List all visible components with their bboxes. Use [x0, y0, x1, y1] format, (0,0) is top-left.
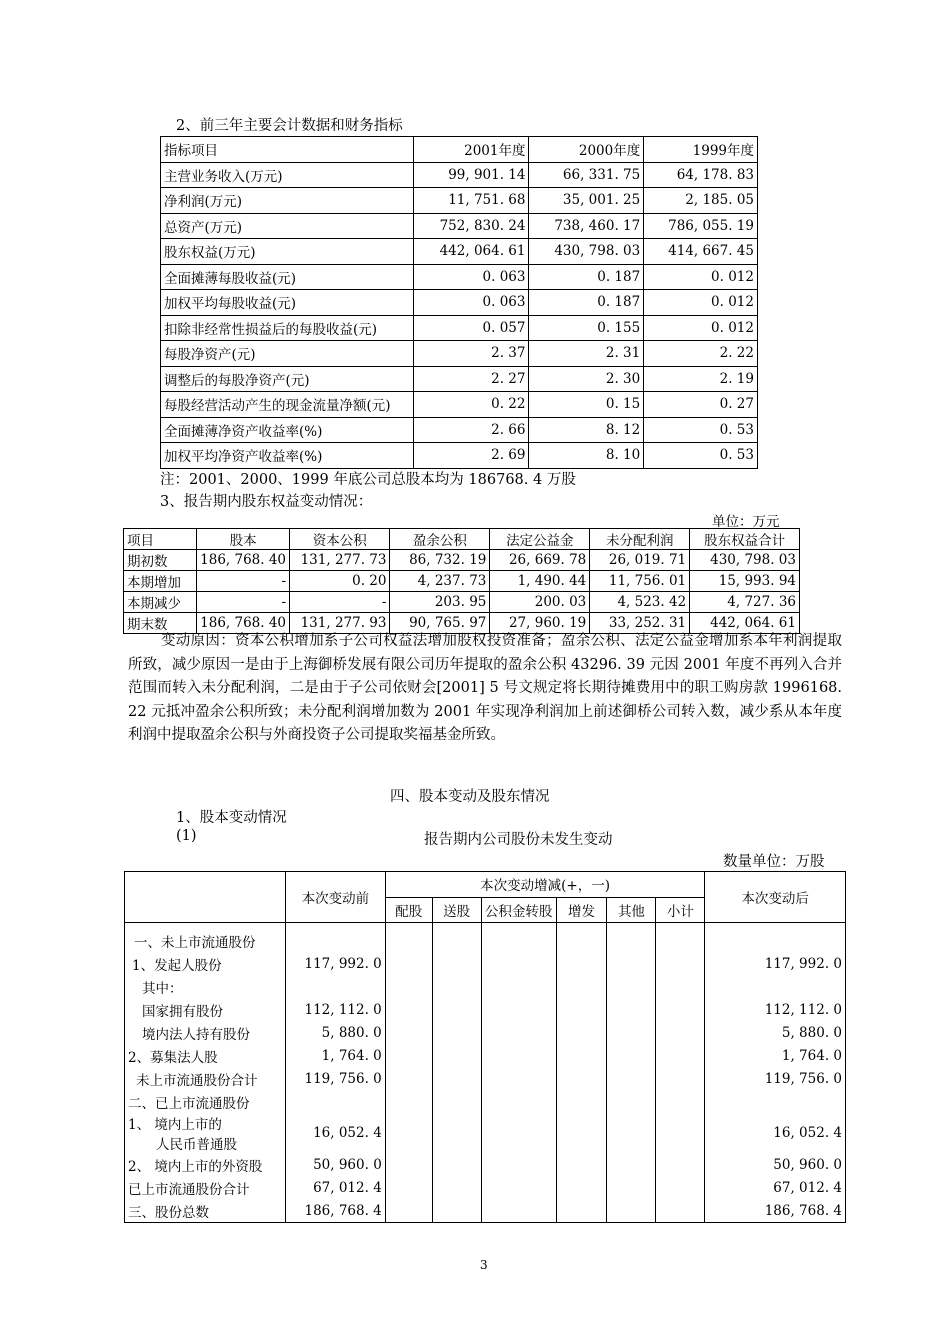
share-change-cell [432, 975, 481, 998]
table-row [124, 571, 800, 592]
share-change-cell [481, 952, 556, 975]
table-row [161, 239, 758, 265]
share-change-cell [556, 1199, 607, 1223]
share-change-cell [607, 1067, 656, 1090]
label-cell: 全面摊薄每股收益(元) [161, 264, 414, 290]
share-before-value: 1, 764. 0 [285, 1044, 385, 1067]
value-cell: 442, 064. 61 [690, 613, 800, 634]
value-cell: 90, 765. 97 [390, 613, 490, 634]
share-before-value: 67, 012. 4 [285, 1176, 385, 1199]
share-before-value: 5, 880. 0 [285, 1021, 385, 1044]
value-cell: 0. 22 [413, 392, 529, 418]
value-cell: 0. 155 [529, 315, 644, 341]
value-cell: 2. 31 [529, 341, 644, 367]
share-change-cell [385, 1067, 432, 1090]
share-change-cell [432, 998, 481, 1021]
value-cell: 786, 055. 19 [644, 213, 758, 239]
label-cell: 净利润(万元) [161, 188, 414, 214]
share-change-cell [432, 1021, 481, 1044]
share-before-value [285, 1090, 385, 1113]
change-reason-paragraph: 变动原因：资本公积增加系子公司权益法增加股权投资准备；盈余公积、法定公益金增加系本年利润提取所致，减少原因一是由于上海御桥发展有限公司历年提取的盈余公积 43296. 39 元因 2001 年度不再列入合并范围而转入未分配利润，二是由于子公司依财会[2001] 5 号文规定将长期待摊费用中的职工购房款 1996168. 22 元抵冲盈余公积所致；未分配利润增加数为 2001 年实现净利润加上前述御桥公司转入数，减少系从本年度利润中提取盈余公积与外商投资子公司提取奖福基金所致。 [128, 633, 842, 743]
table-header-row [124, 529, 800, 550]
share-row-label [125, 975, 286, 998]
share-after-value: 117, 992. 0 [705, 952, 846, 975]
share-change-cell [656, 1113, 705, 1153]
share-row [125, 1090, 846, 1113]
value-cell: 2. 37 [413, 341, 529, 367]
share-change-cell [607, 1176, 656, 1199]
share-change-cell [556, 952, 607, 975]
value-cell: 0. 27 [644, 392, 758, 418]
share-after-value: 186, 768. 4 [705, 1199, 846, 1223]
value-cell: 738, 460. 17 [529, 213, 644, 239]
header-cell: 股本 [197, 529, 290, 550]
share-row-label-text: 2、 境内上市的外资股 [128, 1158, 263, 1175]
table-row [161, 264, 758, 290]
share-change-cell [385, 1113, 432, 1153]
share-row-label-text: 未上市流通股份合计 [136, 1072, 258, 1089]
share-change-cell [481, 1021, 556, 1044]
share-change-cell [607, 1199, 656, 1223]
value-cell: 26, 019. 71 [590, 550, 690, 571]
share-after-value: 119, 756. 0 [705, 1067, 846, 1090]
value-cell: 2. 22 [644, 341, 758, 367]
share-after-value: 5, 880. 0 [705, 1021, 846, 1044]
share-change-cell [481, 1153, 556, 1176]
value-cell: 131, 277. 93 [290, 613, 390, 634]
share-change-cell [656, 1090, 705, 1113]
value-cell: 11, 751. 68 [413, 188, 529, 214]
label-cell: 本期减少 [124, 592, 197, 613]
share-row-label-text: 国家拥有股份 [142, 1003, 223, 1020]
share-before-value: 119, 756. 0 [285, 1067, 385, 1090]
value-cell: - [197, 592, 290, 613]
label-cell: 总资产(万元) [161, 213, 414, 239]
table-row [161, 315, 758, 341]
value-cell: 430, 798. 03 [690, 550, 800, 571]
table-row [161, 162, 758, 188]
share-change-cell [385, 1021, 432, 1044]
value-cell: 4, 523. 42 [590, 592, 690, 613]
share-change-cell [481, 1044, 556, 1067]
table-row [161, 188, 758, 214]
share-before-value: 50, 960. 0 [285, 1153, 385, 1176]
share-change-cell [481, 1176, 556, 1199]
share-row-label-text: 1、发起人股份 [132, 957, 222, 974]
share-change-cell [556, 1153, 607, 1176]
share-row-label-text: 已上市流通股份合计 [128, 1181, 250, 1198]
value-cell: 0. 063 [413, 290, 529, 316]
header-cell: 指标项目 [161, 137, 414, 163]
value-cell: 1, 490. 44 [490, 571, 590, 592]
share-row-label [125, 998, 286, 1021]
share-row [125, 1021, 846, 1044]
share-change-cell [556, 975, 607, 998]
value-cell: 414, 667. 45 [644, 239, 758, 265]
share-change-cell [607, 923, 656, 953]
value-cell: - [290, 592, 390, 613]
share-row [125, 1044, 846, 1067]
share-change-cell [556, 923, 607, 953]
label-cell: 期末数 [124, 613, 197, 634]
value-cell: 430, 798. 03 [529, 239, 644, 265]
share-row-label [125, 1067, 286, 1090]
share-change-cell [656, 1067, 705, 1090]
share-change-cell [656, 1021, 705, 1044]
section3-title: 3、报告期内股东权益变动情况： [160, 494, 373, 510]
value-cell: 0. 15 [529, 392, 644, 418]
share-row-label [125, 1021, 286, 1044]
unit-label: 单位：万元 [712, 514, 780, 530]
share-row [125, 1067, 846, 1090]
share-change-cell [481, 923, 556, 953]
value-cell: 64, 178. 83 [644, 162, 758, 188]
quantity-unit: 数量单位：万股 [723, 854, 825, 870]
value-cell: 2. 27 [413, 366, 529, 392]
share-after-value: 1, 764. 0 [705, 1044, 846, 1067]
value-cell: 0. 063 [413, 264, 529, 290]
table-row [124, 592, 800, 613]
share-change-cell [556, 1021, 607, 1044]
share-change-cell [432, 1067, 481, 1090]
value-cell: 4, 727. 36 [690, 592, 800, 613]
section2-title: 2、前三年主要会计数据和财务指标 [176, 118, 403, 134]
share-before-value: 117, 992. 0 [285, 952, 385, 975]
share-row-label-text: 其中： [142, 980, 183, 997]
share-row [125, 1176, 846, 1199]
label-cell: 加权平均每股收益(元) [161, 290, 414, 316]
value-cell: 0. 53 [644, 443, 758, 469]
header-cell: 股东权益合计 [690, 529, 800, 550]
share-change-cell [385, 1176, 432, 1199]
value-cell: 0. 53 [644, 417, 758, 443]
value-cell: 11, 756. 01 [590, 571, 690, 592]
sub1-number: (1) [176, 828, 197, 844]
share-after-value: 16, 052. 4 [705, 1113, 846, 1153]
value-cell: 0. 012 [644, 264, 758, 290]
share-before-value: 186, 768. 4 [285, 1199, 385, 1223]
value-cell: 8. 12 [529, 417, 644, 443]
share-change-cell [481, 1090, 556, 1113]
table-row [161, 213, 758, 239]
value-cell: 35, 001. 25 [529, 188, 644, 214]
sub1-text: 报告期内公司股份未发生变动 [424, 832, 613, 848]
share-after-value: 112, 112. 0 [705, 998, 846, 1021]
value-cell: - [197, 571, 290, 592]
share-row-label [125, 923, 286, 953]
value-cell: 2. 69 [413, 443, 529, 469]
value-cell: 0. 20 [290, 571, 390, 592]
share-header-change: 本次变动增减(+，一) [385, 872, 705, 898]
share-row [125, 1113, 846, 1153]
value-cell: 27, 960. 19 [490, 613, 590, 634]
table-row [161, 417, 758, 443]
value-cell: 2. 30 [529, 366, 644, 392]
share-change-cell [607, 975, 656, 998]
value-cell: 2. 66 [413, 417, 529, 443]
label-cell: 每股经营活动产生的现金流量净额(元) [161, 392, 414, 418]
value-cell: 2, 185. 05 [644, 188, 758, 214]
share-before-value [285, 923, 385, 953]
table-row [161, 290, 758, 316]
share-change-cell [656, 975, 705, 998]
share-subheader-cell: 小计 [656, 897, 705, 923]
value-cell: 15, 993. 94 [690, 571, 800, 592]
label-cell: 调整后的每股净资产(元) [161, 366, 414, 392]
table-row [161, 443, 758, 469]
share-change-cell [432, 923, 481, 953]
share-row-label-text: 1、 境内上市的 [128, 1117, 222, 1133]
value-cell: 186, 768. 40 [197, 550, 290, 571]
share-change-cell [385, 1199, 432, 1223]
share-subheader-cell: 其他 [607, 897, 656, 923]
share-change-cell [556, 1090, 607, 1113]
share-after-value: 50, 960. 0 [705, 1153, 846, 1176]
share-row-label [125, 1199, 286, 1223]
share-header-after: 本次变动后 [705, 872, 846, 923]
share-change-cell [385, 1044, 432, 1067]
header-cell: 资本公积 [290, 529, 390, 550]
value-cell: 8. 10 [529, 443, 644, 469]
share-row-label [125, 1176, 286, 1199]
table-row [161, 366, 758, 392]
share-change-cell [656, 1176, 705, 1199]
value-cell: 26, 669. 78 [490, 550, 590, 571]
share-change-cell [656, 923, 705, 953]
share-after-value [705, 1090, 846, 1113]
share-before-value: 112, 112. 0 [285, 998, 385, 1021]
share-change-cell [432, 1113, 481, 1153]
share-header-blank [125, 872, 286, 923]
value-cell: 186, 768. 40 [197, 613, 290, 634]
share-change-cell [385, 952, 432, 975]
label-cell: 每股净资产(元) [161, 341, 414, 367]
sub1-title: 1、股本变动情况 [176, 810, 287, 826]
share-change-cell [481, 1067, 556, 1090]
share-change-cell [385, 998, 432, 1021]
share-capital-note: 注：2001、2000、1999 年底公司总股本均为 186768. 4 万股 [160, 472, 576, 488]
value-cell: 99, 901. 14 [413, 162, 529, 188]
value-cell: 0. 057 [413, 315, 529, 341]
share-change-cell [656, 952, 705, 975]
share-change-cell [656, 998, 705, 1021]
share-change-cell [432, 1176, 481, 1199]
share-change-cell [385, 975, 432, 998]
share-row [125, 975, 846, 998]
share-change-cell [385, 1153, 432, 1176]
share-change-cell [432, 1044, 481, 1067]
value-cell: 131, 277. 73 [290, 550, 390, 571]
share-row-label-text: 二、已上市流通股份 [128, 1095, 250, 1112]
value-cell: 33, 252. 31 [590, 613, 690, 634]
share-row-label-text: 一、未上市流通股份 [134, 934, 256, 951]
label-cell: 股东权益(万元) [161, 239, 414, 265]
label-cell: 加权平均净资产收益率(%) [161, 443, 414, 469]
share-change-cell [481, 1113, 556, 1153]
share-after-value [705, 923, 846, 953]
share-change-cell [607, 1113, 656, 1153]
share-row-label [125, 1153, 286, 1176]
share-row-label [125, 1113, 286, 1153]
value-cell: 4, 237. 73 [390, 571, 490, 592]
share-change-cell [481, 975, 556, 998]
share-change-cell [481, 1199, 556, 1223]
share-before-value: 16, 052. 4 [285, 1113, 385, 1153]
value-cell: 200. 03 [490, 592, 590, 613]
share-change-cell [556, 1044, 607, 1067]
share-change-cell [481, 998, 556, 1021]
share-change-cell [385, 1090, 432, 1113]
share-row [125, 952, 846, 975]
share-row [125, 998, 846, 1021]
label-cell: 全面摊薄净资产收益率(%) [161, 417, 414, 443]
page-number: 3 [480, 1258, 488, 1272]
share-change-cell [432, 1199, 481, 1223]
header-cell: 未分配利润 [590, 529, 690, 550]
section4-title: 四、股本变动及股东情况 [390, 789, 550, 805]
value-cell: 66, 331. 75 [529, 162, 644, 188]
share-row-label [125, 952, 286, 975]
share-change-cell [656, 1153, 705, 1176]
share-change-cell [607, 1090, 656, 1113]
table-header-row [161, 137, 758, 163]
share-after-value: 67, 012. 4 [705, 1176, 846, 1199]
share-change-cell [556, 1067, 607, 1090]
share-change-cell [432, 1090, 481, 1113]
share-change-cell [607, 1044, 656, 1067]
value-cell: 2. 19 [644, 366, 758, 392]
header-cell: 盈余公积 [390, 529, 490, 550]
header-cell: 2000年度 [529, 137, 644, 163]
share-row-label-text-2: 人民币普通股 [156, 1137, 237, 1153]
label-cell: 本期增加 [124, 571, 197, 592]
table-row [161, 392, 758, 418]
share-row [125, 1153, 846, 1176]
share-after-value [705, 975, 846, 998]
share-subheader-cell: 配股 [385, 897, 432, 923]
share-change-cell [656, 1044, 705, 1067]
share-change-cell [656, 1199, 705, 1223]
header-cell: 法定公益金 [490, 529, 590, 550]
value-cell: 0. 187 [529, 264, 644, 290]
share-header-before: 本次变动前 [285, 872, 385, 923]
share-subheader-cell: 公积金转股 [481, 897, 556, 923]
share-row [125, 923, 846, 953]
header-cell: 2001年度 [413, 137, 529, 163]
share-subheader-cell: 送股 [432, 897, 481, 923]
table-row [161, 341, 758, 367]
share-structure-table [124, 871, 846, 1223]
share-row-label-text: 境内法人持有股份 [142, 1026, 250, 1043]
value-cell: 752, 830. 24 [413, 213, 529, 239]
share-subheader-cell: 增发 [556, 897, 607, 923]
share-change-cell [607, 952, 656, 975]
share-change-cell [607, 1021, 656, 1044]
value-cell: 0. 012 [644, 290, 758, 316]
share-change-cell [556, 1176, 607, 1199]
share-before-value [285, 975, 385, 998]
label-cell: 主营业务收入(万元) [161, 162, 414, 188]
share-row-label-text: 2、募集法人股 [128, 1049, 218, 1066]
share-change-cell [432, 952, 481, 975]
share-row [125, 1199, 846, 1223]
share-change-cell [607, 998, 656, 1021]
share-row-label [125, 1090, 286, 1113]
share-change-cell [556, 1113, 607, 1153]
value-cell: 0. 187 [529, 290, 644, 316]
equity-change-table [123, 528, 800, 634]
financial-indicators-table [160, 136, 758, 469]
label-cell: 扣除非经常性损益后的每股收益(元) [161, 315, 414, 341]
share-change-cell [607, 1153, 656, 1176]
header-cell: 1999年度 [644, 137, 758, 163]
value-cell: 86, 732. 19 [390, 550, 490, 571]
share-change-cell [556, 998, 607, 1021]
value-cell: 203. 95 [390, 592, 490, 613]
table-row [124, 550, 800, 571]
value-cell: 442, 064. 61 [413, 239, 529, 265]
share-change-cell [385, 923, 432, 953]
value-cell: 0. 012 [644, 315, 758, 341]
share-row-label-text: 三、股份总数 [128, 1204, 209, 1221]
share-row-label [125, 1044, 286, 1067]
label-cell: 期初数 [124, 550, 197, 571]
share-change-cell [432, 1153, 481, 1176]
header-cell: 项目 [124, 529, 197, 550]
